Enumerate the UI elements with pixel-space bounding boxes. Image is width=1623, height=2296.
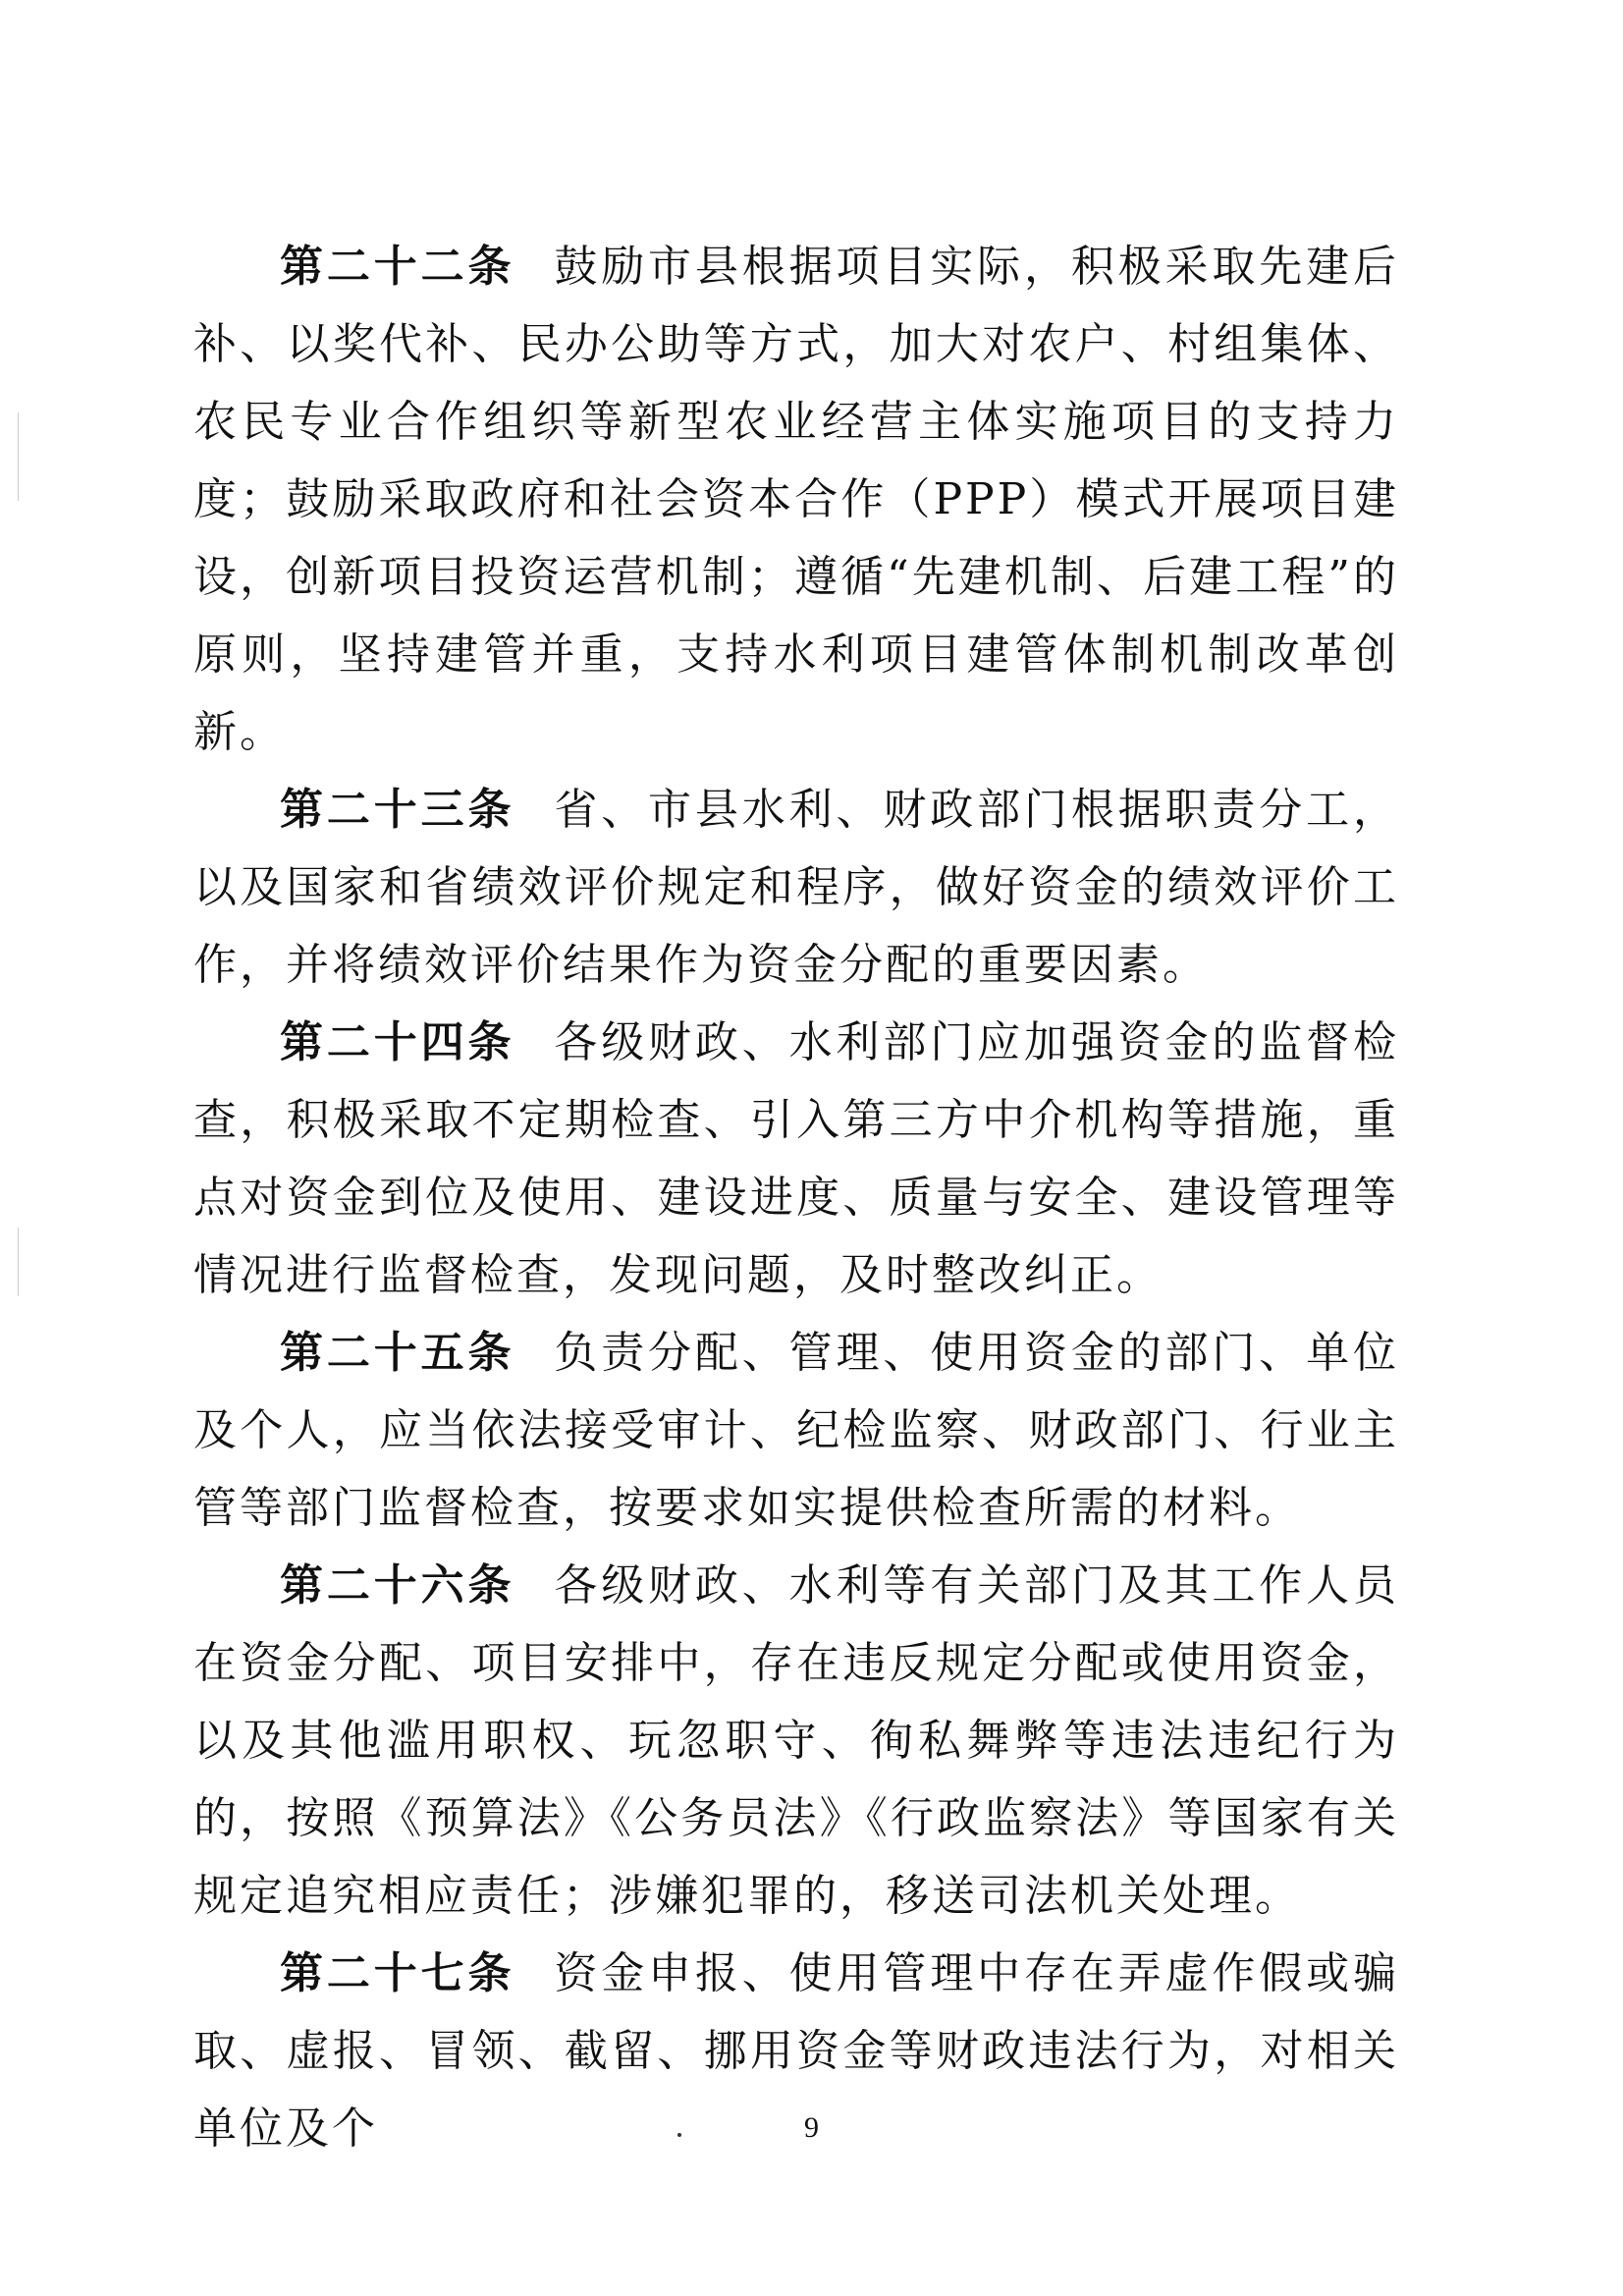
- article-text: 各级财政、水利等有关部门及其工作人员在资金分配、项目安排中，存在违反规定分配或使用资金，以及其他滥用职权、玩忽职守、徇私舞弊等违法违纪行为的，按照《预算法》《公务员法》《行政监察法》等国家有关规定追究相应责任；涉嫌犯罪的，移送司法机关处理。: [193, 1560, 1400, 1921]
- article-text: 鼓励市县根据项目实际，积极采取先建后补、以奖代补、民办公助等方式，加大对农户、村组集体、农民专业合作组织等新型农业经营主体实施项目的支持力度；鼓励采取政府和社会资本合作（PPP）模式开展项目建设，创新项目投资运营机制；遵循“先建机制、后建工程”的原则，坚持建管并重，支持水利项目建管体制机制改革创新。: [193, 242, 1400, 757]
- article-heading: 第二十四条: [280, 1017, 515, 1067]
- article-heading: 第二十五条: [280, 1328, 515, 1378]
- article-22: [193, 228, 1399, 771]
- article-24: [193, 1004, 1399, 1314]
- article-text: 资金申报、使用管理中存在弄虚作假或骗取、虚报、冒领、截留、挪用资金等财政违法行为，对相关单位及个: [193, 1948, 1400, 2154]
- article-23: [193, 771, 1399, 1004]
- article-heading: 第二十三条: [280, 785, 515, 835]
- scan-margin-mark-middle: [18, 1228, 19, 1296]
- article-heading: 第二十七条: [280, 1948, 515, 1998]
- article-text: 省、市县水利、财政部门根据职责分工，以及国家和省绩效评价规定和程序，做好资金的绩效评价工作，并将绩效评价结果作为资金分配的重要因素。: [193, 785, 1400, 990]
- article-26: [193, 1547, 1399, 1935]
- article-text: 各级财政、水利部门应加强资金的监督检查，积极采取不定期检查、引入第三方中介机构等措施，重点对资金到位及使用、建设进度、质量与安全、建设管理等情况进行监督检查，发现问题，及时整改纠正。: [193, 1017, 1400, 1300]
- page-number: 9: [804, 2111, 819, 2144]
- article-heading: 第二十六条: [280, 1560, 515, 1611]
- document-body: [193, 228, 1399, 2167]
- scan-margin-mark-top: [18, 412, 19, 501]
- article-heading: 第二十二条: [280, 242, 515, 292]
- article-25: [193, 1314, 1399, 1547]
- article-text: 负责分配、管理、使用资金的部门、单位及个人，应当依法接受审计、纪检监察、财政部门、行业主管等部门监督检查，按要求如实提供检查所需的材料。: [193, 1328, 1400, 1533]
